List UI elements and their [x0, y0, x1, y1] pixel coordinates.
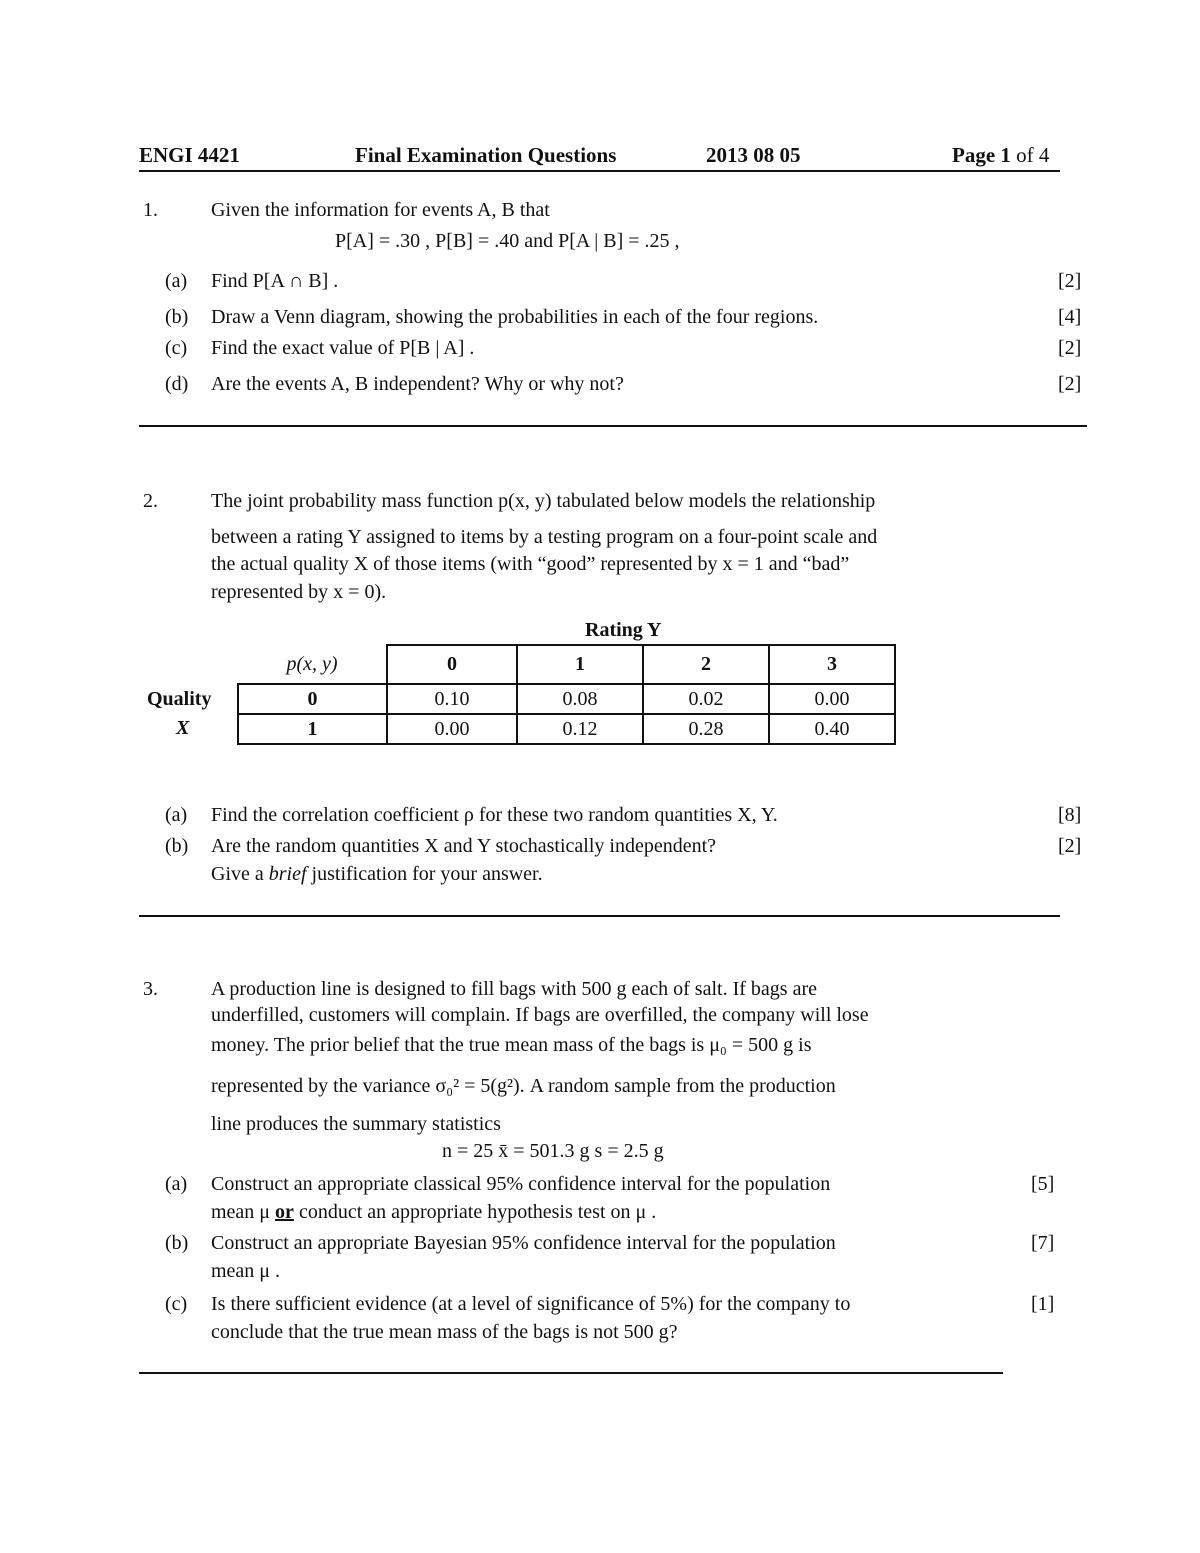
q3a-cont-or: or	[275, 1201, 294, 1223]
q2b-cont-emphasis: brief	[268, 863, 307, 885]
q2b-label: (b)	[165, 835, 189, 857]
q2a-marks: [8]	[1058, 804, 1082, 826]
q2-line-3: the actual quality X of those items (with “good” represented by x = 1 and “bad”	[211, 553, 850, 575]
q3a-cont-text: mean μ	[211, 1201, 276, 1223]
q3a-continuation	[211, 1201, 656, 1224]
table-col-header: 3	[769, 645, 895, 684]
q3c-text: Is there sufficient evidence (at a level of significance of 5%) for the company to	[211, 1293, 851, 1315]
q3c-label: (c)	[165, 1293, 188, 1315]
table-col-header: 1	[517, 645, 643, 684]
q2b-continuation	[211, 863, 543, 886]
table-row-header: 1	[238, 714, 387, 744]
q3a-text: Construct an appropriate classical 95% confidence interval for the population	[211, 1173, 831, 1195]
q1a-marks: [2]	[1058, 270, 1082, 292]
q1d-label: (d)	[165, 373, 189, 395]
q2-line-4: represented by x = 0).	[211, 581, 387, 603]
q3-line-4: represented by the variance σ₀² = 5(g²). A random sample from the production	[211, 1075, 836, 1097]
q3b-text: Construct an appropriate Bayesian 95% confidence interval for the population	[211, 1232, 836, 1254]
q2a-label: (a)	[165, 804, 188, 826]
q1a-text: Find P[A ∩ B] .	[211, 270, 339, 292]
table-cell: 0.28	[643, 714, 769, 744]
table-corner: p(x, y)	[238, 645, 387, 684]
q3-line-1: A production line is designed to fill bags with 500 g each of salt. If bags are	[211, 978, 817, 1000]
q1-given: P[A] = .30 , P[B] = .40 and P[A | B] = .25 ,	[335, 230, 680, 252]
q1c-marks: [2]	[1058, 337, 1082, 359]
q3-line-5: line produces the summary statistics	[211, 1113, 501, 1135]
table-col-header: 2	[643, 645, 769, 684]
table-header-row	[238, 645, 895, 684]
q3-line-2: underfilled, customers will complain. If bags are overfilled, the company will lose	[211, 1004, 869, 1026]
exam-title: Final Examination Questions	[355, 143, 617, 167]
q3b-marks: [7]	[1031, 1232, 1055, 1254]
q2-line-1: The joint probability mass function p(x, y) tabulated below models the relationship	[211, 490, 876, 512]
q3-stats: n = 25 x̄ = 501.3 g s = 2.5 g	[442, 1140, 664, 1162]
q3-number: 3.	[143, 978, 158, 1000]
q1b-label: (b)	[165, 306, 189, 328]
q3a-marks: [5]	[1031, 1173, 1055, 1195]
table-cell: 0.12	[517, 714, 643, 744]
q3a-cont-text: conduct an appropriate hypothesis test on μ .	[293, 1201, 657, 1223]
q1c-label: (c)	[165, 337, 188, 359]
page-total: of 4	[1016, 143, 1050, 167]
table-row-header: 0	[238, 684, 387, 714]
page-label: Page	[952, 143, 996, 167]
q1-divider	[139, 425, 1087, 427]
q1b-text: Draw a Venn diagram, showing the probabilities in each of the four regions.	[211, 306, 819, 328]
q1a-label: (a)	[165, 270, 188, 292]
table-cell: 0.00	[387, 714, 517, 744]
q3c-marks: [1]	[1031, 1293, 1055, 1315]
q2-line-2: between a rating Y assigned to items by a testing program on a four-point scale and	[211, 526, 878, 548]
q1d-text: Are the events A, B independent? Why or why not?	[211, 373, 624, 395]
course-code: ENGI 4421	[139, 143, 240, 167]
q2b-marks: [2]	[1058, 835, 1082, 857]
page-indicator	[952, 143, 1049, 168]
q1-intro: Given the information for events A, B that	[211, 199, 550, 221]
q3-divider	[139, 1372, 1003, 1374]
exam-date: 2013 08 05	[706, 143, 801, 167]
q2b-text: Are the random quantities X and Y stochastically independent?	[211, 835, 717, 857]
q3a-label: (a)	[165, 1173, 188, 1195]
q2b-cont-text: Give a	[211, 863, 269, 885]
q3b-label: (b)	[165, 1232, 189, 1254]
table-col-header: 0	[387, 645, 517, 684]
table-cell: 0.08	[517, 684, 643, 714]
q2-number: 2.	[143, 490, 158, 512]
table-col-title: Rating Y	[585, 619, 662, 641]
pmf-table	[237, 644, 896, 745]
q1b-marks: [4]	[1058, 306, 1082, 328]
table-row-var: X	[176, 717, 190, 739]
table-cell: 0.40	[769, 714, 895, 744]
table-row	[238, 714, 895, 744]
q1d-marks: [2]	[1058, 373, 1082, 395]
q2a-text: Find the correlation coefficient ρ for these two random quantities X, Y.	[211, 804, 778, 826]
page-number: 1	[1000, 143, 1011, 167]
table-row-title: Quality	[147, 688, 212, 710]
q2b-cont-text: justification for your answer.	[306, 863, 543, 885]
table-row	[238, 684, 895, 714]
table-cell: 0.00	[769, 684, 895, 714]
table-cell: 0.02	[643, 684, 769, 714]
q3b-continuation: mean μ .	[211, 1260, 281, 1282]
q2-divider	[139, 915, 1060, 917]
table-cell: 0.10	[387, 684, 517, 714]
q1-number: 1.	[143, 199, 158, 221]
q1c-text: Find the exact value of P[B | A] .	[211, 337, 475, 359]
q3-line-3: money. The prior belief that the true mean mass of the bags is μ₀ = 500 g is	[211, 1034, 812, 1056]
q3c-continuation: conclude that the true mean mass of the bags is not 500 g?	[211, 1321, 678, 1343]
header-rule	[139, 170, 1060, 172]
